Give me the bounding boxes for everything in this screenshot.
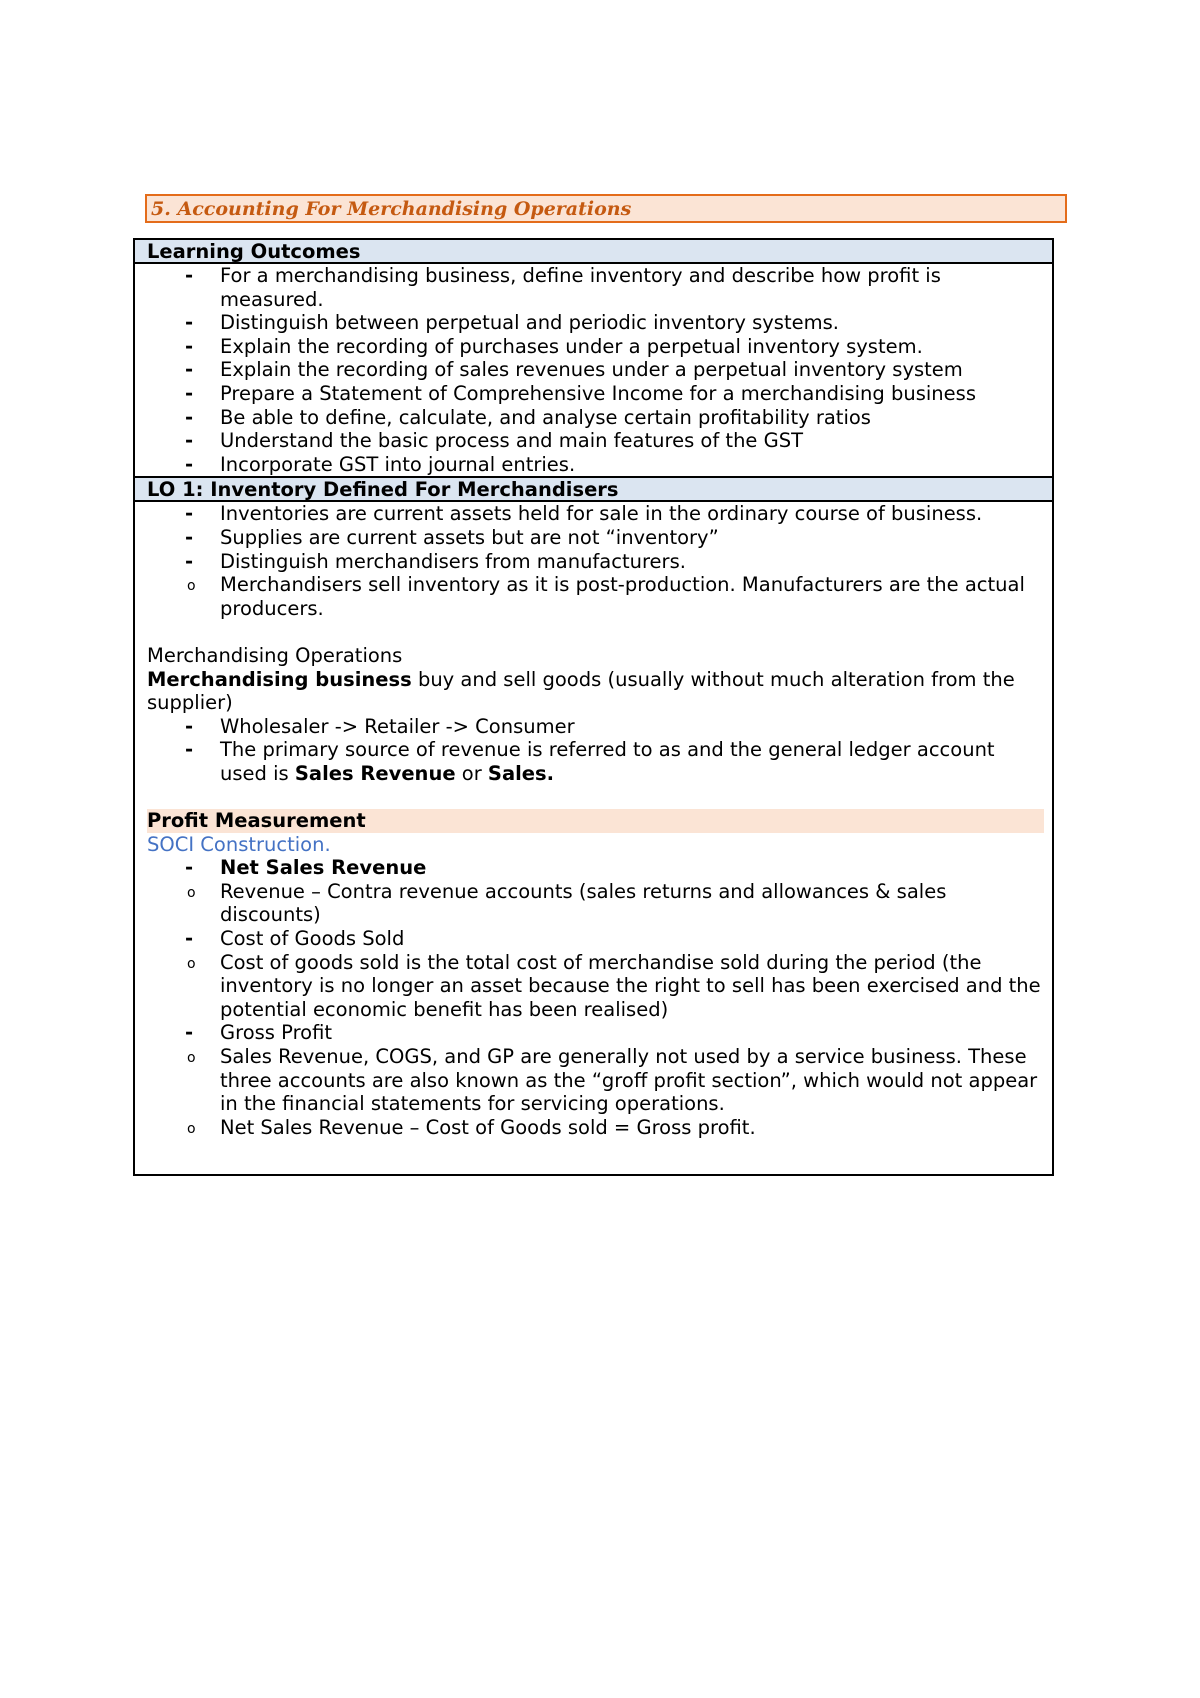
list-item: - Distinguish between perpetual and periodic inventory systems.: [147, 311, 1044, 335]
list-item: - Be able to define, calculate, and analyse certain profitability ratios: [147, 406, 1044, 430]
sub-list-item: o Sales Revenue, COGS, and GP are generally not used by a service business. These three accounts are also known as the “groff profit section”, which would not appear in the financial statements for servicing operations.: [147, 1045, 1044, 1116]
list-item: [147, 550, 1044, 621]
list-item: [147, 927, 1044, 1021]
notes-box: [133, 238, 1054, 1176]
or-text: or: [455, 761, 488, 785]
list-item: - For a merchandising business, define inventory and describe how profit is measured.: [147, 264, 1044, 311]
sales-revenue-term: Sales Revenue: [294, 761, 456, 785]
list-item: - Prepare a Statement of Comprehensive Income for a merchandising business: [147, 382, 1044, 406]
lo1-list: [147, 502, 1044, 620]
list-item: - Wholesaler -> Retailer -> Consumer: [147, 715, 1044, 739]
list-item: - Inventories are current assets held for sale in the ordinary course of business.: [147, 502, 1044, 526]
sub-list-item: o Merchandisers sell inventory as it is post-production. Manufacturers are the actual producers.: [147, 573, 1044, 620]
list-item: - Supplies are current assets but are not “inventory”: [147, 526, 1044, 550]
soci-construction-heading: SOCI Construction.: [147, 832, 331, 856]
sales-term: Sales.: [487, 761, 555, 785]
profit-list: [147, 856, 1044, 1139]
net-sales-revenue-label: Net Sales Revenue: [220, 856, 427, 880]
operations-list: [147, 715, 1044, 786]
sub-list: [147, 951, 1044, 1022]
list-item: - Incorporate GST into journal entries.: [147, 453, 1044, 477]
spacer: [147, 785, 1044, 809]
sub-list-item: o Cost of goods sold is the total cost of merchandise sold during the period (the inventory is no longer an asset because the right to sell has been exercised and the potential economic benefit has been realised): [147, 951, 1044, 1022]
list-item: - Explain the recording of sales revenues under a perpetual inventory system: [147, 358, 1044, 382]
list-item: [147, 738, 1044, 785]
sub-list: [147, 1045, 1044, 1139]
list-item: - Explain the recording of purchases under a perpetual inventory system.: [147, 335, 1044, 359]
merchandising-operations-title: Merchandising Operations: [147, 643, 403, 667]
lo1-heading: LO 1: Inventory Defined For Merchandisers: [135, 476, 1052, 502]
list-item-text: Distinguish merchandisers from manufacturers.: [220, 549, 686, 573]
cogs-label: Cost of Goods Sold: [220, 927, 405, 951]
sub-list-item: o Revenue – Contra revenue accounts (sales returns and allowances & sales discounts): [147, 880, 1044, 927]
sub-list: [147, 880, 1044, 927]
lo1-body: [135, 502, 1052, 1139]
learning-outcomes-list: [147, 264, 1044, 476]
merchandising-business-term: Merchandising business: [147, 667, 412, 691]
profit-measurement-heading: Profit Measurement: [147, 809, 1044, 833]
gross-profit-label: Gross Profit: [220, 1021, 333, 1045]
list-item: [147, 856, 1044, 927]
sub-list-item: o Net Sales Revenue – Cost of Goods sold = Gross profit.: [147, 1116, 1044, 1140]
merchandising-business-text: buy and sell goods (usually without much alteration from the supplier): [147, 667, 1015, 715]
chapter-title: 5. Accounting For Merchandising Operations: [145, 194, 1067, 223]
learning-outcomes-heading: Learning Outcomes: [135, 240, 1052, 264]
list-item: - Understand the basic process and main features of the GST: [147, 429, 1044, 453]
sub-list: [147, 573, 1044, 620]
list-item-text: The primary source of revenue is referred to as and the general ledger account used is: [220, 738, 995, 785]
merchandising-business-definition: [147, 668, 1044, 715]
spacer: [147, 620, 1044, 644]
list-item: [147, 1021, 1044, 1139]
learning-outcomes-body: [135, 264, 1052, 476]
